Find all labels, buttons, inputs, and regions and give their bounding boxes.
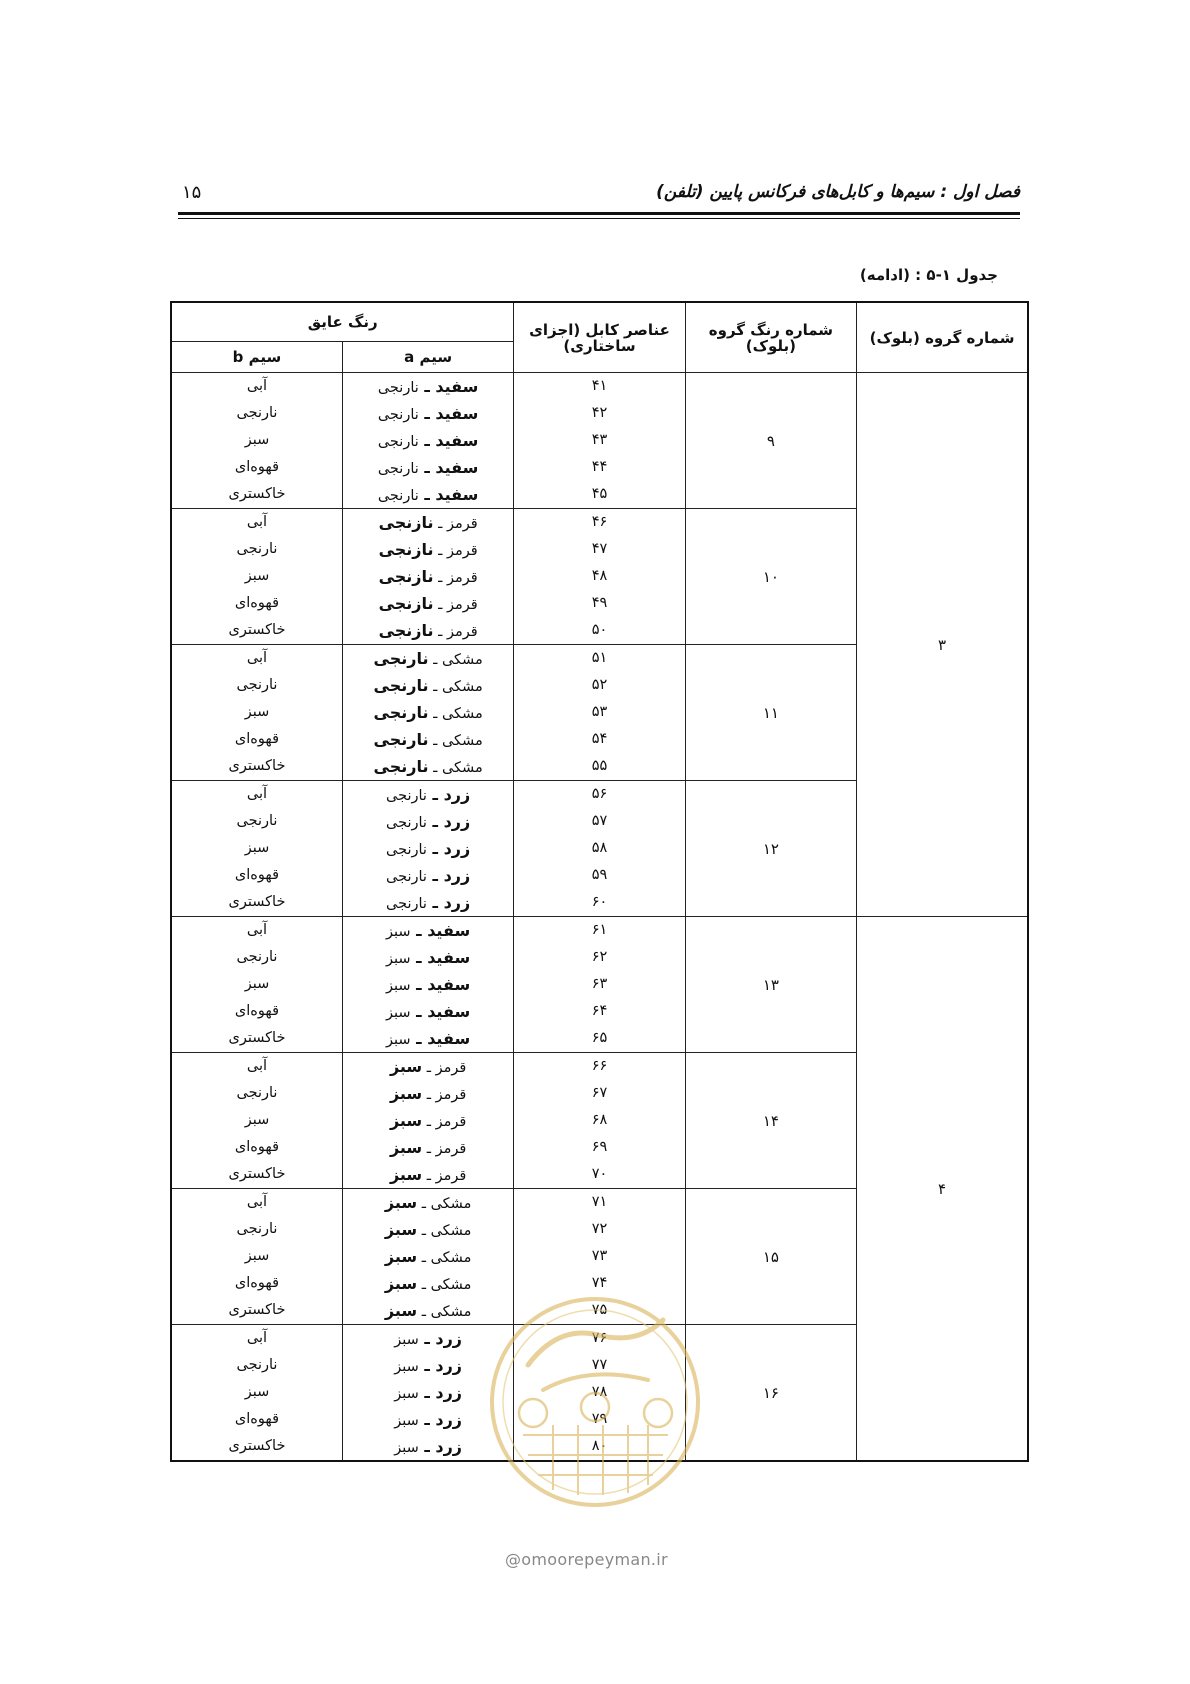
wire-a-main-color: زرد (435, 1329, 463, 1348)
wire-a-main-color: نارنجی (373, 703, 429, 722)
wire-a-main-color: ـ (426, 812, 444, 831)
wire-a-main-color: سفید (427, 948, 471, 967)
wire-a-main-color: سبز (384, 1247, 418, 1266)
wire-a-color (343, 1107, 513, 1134)
wire-a-color (343, 1080, 513, 1107)
elements-cell (514, 1189, 685, 1325)
wire-a-secondary-color: قرمز (446, 543, 478, 559)
wire-a-color (343, 373, 513, 400)
wire-a-secondary-color: مشکی (430, 1304, 472, 1320)
wire-a-color (343, 1406, 513, 1433)
elements-cell (514, 917, 685, 1053)
wire-b-color: نارنجی (236, 813, 278, 829)
wire-a-color (343, 944, 513, 971)
wire-b-cell (171, 509, 342, 645)
wire-a-main-color: ـ (418, 431, 436, 450)
wire-b-color: نارنجی (236, 1357, 278, 1373)
wire-a-secondary-color: نارنجی (377, 407, 419, 423)
wire-a-main-color: ـ (418, 485, 436, 504)
wire-a-secondary-color: سبز (394, 1440, 419, 1456)
wire-a-color (343, 781, 513, 808)
elements-cell (514, 781, 685, 917)
wire-a-main-color: سبز (384, 1301, 418, 1320)
wire-a-color (343, 808, 513, 835)
wire-a-separator: ـ (433, 543, 447, 559)
wire-a-color (343, 862, 513, 889)
wire-b-color: سبز (244, 432, 270, 448)
wire-a-main-color: زرد (443, 839, 471, 858)
wire-a-main-color: ـ (410, 948, 428, 967)
wire-a-color (343, 1134, 513, 1161)
wire-a-color (343, 645, 513, 672)
wire-a-secondary-color: قرمز (435, 1168, 467, 1184)
wire-a-color (343, 726, 513, 753)
element-number: ۶۷ (591, 1085, 608, 1101)
element-number: ۵۷ (591, 813, 608, 829)
wire-a-color (343, 753, 513, 780)
table-row (171, 917, 1028, 1053)
wire-a-separator: ـ (417, 1196, 431, 1212)
wire-a-separator: ـ (433, 597, 447, 613)
wire-a-color (343, 563, 513, 590)
wire-a-color (343, 889, 513, 916)
wire-b-color: نارنجی (236, 1221, 278, 1237)
wire-a-main-color: زرد (435, 1356, 463, 1375)
wire-a-main-color: ـ (418, 1383, 436, 1402)
element-number: ۶۳ (591, 976, 608, 992)
element-number: ۴۴ (591, 459, 608, 475)
wire-a-cell (342, 781, 513, 917)
wire-a-main-color: ـ (418, 1410, 436, 1429)
wire-a-main-color: ـ (426, 893, 444, 912)
wire-a-main-color: نازنجی (378, 513, 434, 532)
wire-a-color (343, 509, 513, 536)
wire-a-secondary-color: نارنجی (386, 788, 427, 804)
wire-b-color: خاکستری (228, 1302, 286, 1318)
wire-a-main-color: زرد (435, 1410, 463, 1429)
wire-a-main-color: سفید (427, 1029, 471, 1048)
element-number: ۶۹ (591, 1139, 608, 1155)
wire-a-main-color: سفید (427, 1002, 471, 1021)
chapter-title: فصل اول : سیم‌ها و کابل‌های فرکانس پایین (تلفن) (656, 182, 1020, 202)
element-number: ۴۵ (591, 486, 608, 502)
wire-a-main-color: زرد (435, 1437, 463, 1456)
elements-cell (514, 509, 685, 645)
wire-a-separator: ـ (417, 1223, 431, 1239)
wire-b-color: قهوه‌ای (234, 1275, 280, 1291)
wire-a-main-color: سبز (384, 1274, 418, 1293)
wire-a-main-color: زرد (443, 812, 471, 831)
wire-a-secondary-color: سبز (386, 1032, 411, 1048)
wire-a-separator: ـ (417, 1277, 431, 1293)
element-number: ۸۰ (591, 1438, 608, 1454)
element-number: ۷۵ (591, 1302, 608, 1318)
wire-a-secondary-color: نارنجی (377, 434, 419, 450)
wire-a-color (343, 1053, 513, 1080)
element-number: ۴۲ (591, 405, 608, 421)
wire-a-color (343, 917, 513, 944)
wire-a-color (343, 400, 513, 427)
color-group-number: ۱۳ (685, 917, 856, 1053)
wire-a-secondary-color: نارنجی (377, 488, 419, 504)
wire-a-secondary-color: نارنجی (377, 380, 419, 396)
wire-b-color: نارنجی (236, 1085, 278, 1101)
wire-a-main-color: ـ (410, 1002, 428, 1021)
wire-b-cell (171, 917, 342, 1053)
wire-b-color: قهوه‌ای (234, 867, 280, 883)
header-rule-thin (178, 218, 1020, 219)
wire-b-cell (171, 1053, 342, 1189)
wire-a-main-color: ـ (410, 921, 428, 940)
wire-a-main-color: ـ (426, 866, 444, 885)
color-group-number: ۱۴ (685, 1053, 856, 1189)
wire-a-main-color: سبز (384, 1220, 418, 1239)
wire-a-main-color: نارنجی (373, 757, 429, 776)
wire-b-color: نارنجی (236, 541, 278, 557)
wire-a-main-color: ـ (418, 1356, 436, 1375)
wire-a-color (343, 1270, 513, 1297)
wire-b-color: سبز (244, 840, 270, 856)
wire-a-main-color: سبز (389, 1084, 423, 1103)
wire-a-cell (342, 645, 513, 781)
wire-a-cell (342, 509, 513, 645)
wire-a-separator: ـ (417, 1250, 431, 1266)
wire-a-cell (342, 373, 513, 509)
element-number: ۴۹ (591, 595, 608, 611)
wire-b-color: آبی (246, 378, 268, 394)
wire-a-main-color: نارنجی (373, 730, 429, 749)
wire-b-color: قهوه‌ای (234, 1411, 280, 1427)
wire-a-separator: ـ (422, 1114, 436, 1130)
element-number: ۵۱ (591, 650, 608, 666)
wire-a-main-color: سبز (389, 1111, 423, 1130)
elements-cell (514, 1053, 685, 1189)
wire-a-main-color: ـ (426, 839, 444, 858)
wire-a-color (343, 1161, 513, 1188)
wire-a-color (343, 971, 513, 998)
wire-a-secondary-color: قرمز (435, 1141, 467, 1157)
wire-a-cell (342, 1053, 513, 1189)
wire-a-main-color: زرد (443, 866, 471, 885)
table-body (171, 373, 1028, 1462)
element-number: ۵۵ (591, 758, 608, 774)
wire-a-separator: ـ (428, 760, 442, 776)
wire-a-separator: ـ (433, 624, 447, 640)
wire-a-main-color: نازنجی (378, 621, 434, 640)
wire-a-main-color: سبز (389, 1165, 423, 1184)
wire-b-color: آبی (246, 922, 268, 938)
watermark-url: @omoorepeyman.ir (505, 1550, 668, 1569)
wire-a-secondary-color: مشکی (441, 679, 483, 695)
wire-a-secondary-color: قرمز (446, 516, 478, 532)
wire-a-color (343, 1352, 513, 1379)
wire-a-separator: ـ (433, 570, 447, 586)
wire-a-color (343, 427, 513, 454)
elements-cell (514, 645, 685, 781)
wire-a-main-color: سفید (435, 458, 479, 477)
element-number: ۷۸ (591, 1384, 608, 1400)
wire-a-color (343, 1025, 513, 1052)
wire-a-separator: ـ (428, 652, 442, 668)
element-number: ۷۲ (591, 1221, 608, 1237)
table-caption: جدول ۱-۵ : (ادامه) (859, 266, 998, 284)
header-insulation-color: رنگ عایق (171, 302, 514, 342)
header-wire-b: سیم b (171, 342, 342, 373)
wire-a-secondary-color: قرمز (446, 570, 478, 586)
wire-a-main-color: ـ (418, 1437, 436, 1456)
wire-a-separator: ـ (428, 706, 442, 722)
wire-a-separator: ـ (422, 1141, 436, 1157)
wire-a-secondary-color: مشکی (441, 760, 483, 776)
wire-a-cell (342, 1189, 513, 1325)
wire-b-color: خاکستری (228, 1030, 286, 1046)
wire-b-color: خاکستری (228, 1438, 286, 1454)
wire-a-color (343, 1433, 513, 1460)
element-number: ۷۱ (591, 1194, 608, 1210)
wire-a-secondary-color: سبز (394, 1359, 419, 1375)
wire-a-secondary-color: سبز (394, 1332, 419, 1348)
wire-a-color (343, 699, 513, 726)
wire-a-color (343, 590, 513, 617)
wire-b-color: قهوه‌ای (234, 1003, 280, 1019)
wire-b-color: سبز (244, 976, 270, 992)
element-number: ۵۴ (591, 731, 608, 747)
wire-a-main-color: سفید (427, 921, 471, 940)
wire-a-color (343, 536, 513, 563)
header-wire-a: سیم a (342, 342, 513, 373)
wire-b-color: سبز (244, 568, 270, 584)
wire-b-color: آبی (246, 650, 268, 666)
wire-a-separator: ـ (422, 1060, 436, 1076)
wire-a-secondary-color: قرمز (435, 1060, 467, 1076)
wire-a-main-color: زرد (435, 1383, 463, 1402)
wire-a-secondary-color: مشکی (441, 652, 483, 668)
wire-a-main-color: سبز (389, 1057, 423, 1076)
wire-b-color: سبز (244, 1384, 270, 1400)
header-color-group: شماره رنگ گروه (بلوک) (685, 302, 856, 373)
wire-b-color: قهوه‌ای (234, 459, 280, 475)
wire-a-secondary-color: سبز (394, 1413, 419, 1429)
element-number: ۷۳ (591, 1248, 608, 1264)
wire-b-color: آبی (246, 1330, 268, 1346)
wire-a-separator: ـ (428, 679, 442, 695)
wire-a-secondary-color: مشکی (430, 1250, 472, 1266)
wire-a-color (343, 672, 513, 699)
page-number: ۱۵ (182, 182, 202, 203)
wire-a-main-color: زرد (443, 785, 471, 804)
element-number: ۶۵ (591, 1030, 608, 1046)
wire-a-color (343, 835, 513, 862)
wire-a-secondary-color: مشکی (441, 733, 483, 749)
color-group-number: ۱۱ (685, 645, 856, 781)
wire-b-color: آبی (246, 1194, 268, 1210)
wire-a-main-color: سبز (384, 1193, 418, 1212)
wire-b-color: نارنجی (236, 677, 278, 693)
color-group-number: ۹ (685, 373, 856, 509)
wire-color-table (170, 301, 1029, 1462)
header-elements: عناصر کابل (اجزای ساختاری) (514, 302, 685, 373)
wire-b-color: قهوه‌ای (234, 595, 280, 611)
element-number: ۴۸ (591, 568, 608, 584)
wire-a-secondary-color: مشکی (430, 1223, 472, 1239)
element-number: ۶۴ (591, 1003, 608, 1019)
wire-b-color: نارنجی (236, 405, 278, 421)
element-number: ۶۱ (591, 922, 608, 938)
element-number: ۵۳ (591, 704, 608, 720)
wire-b-color: آبی (246, 786, 268, 802)
wire-a-color (343, 1243, 513, 1270)
wire-b-color: آبی (246, 514, 268, 530)
wire-a-secondary-color: قرمز (446, 624, 478, 640)
wire-a-main-color: سفید (435, 431, 479, 450)
wire-a-secondary-color: قرمز (446, 597, 478, 613)
elements-cell (514, 1325, 685, 1462)
wire-a-secondary-color: نارنجی (386, 896, 427, 912)
group-number: ۴ (857, 917, 1028, 1462)
wire-b-color: نارنجی (236, 949, 278, 965)
element-number: ۶۸ (591, 1112, 608, 1128)
wire-b-cell (171, 1189, 342, 1325)
wire-b-color: خاکستری (228, 622, 286, 638)
wire-a-color (343, 1325, 513, 1352)
element-number: ۷۶ (591, 1330, 608, 1346)
element-number: ۶۰ (591, 894, 608, 910)
color-group-number: ۱۰ (685, 509, 856, 645)
wire-a-cell (342, 1325, 513, 1462)
element-number: ۵۸ (591, 840, 608, 856)
element-number: ۴۳ (591, 432, 608, 448)
wire-a-main-color: نازنجی (378, 567, 434, 586)
wire-b-cell (171, 781, 342, 917)
wire-b-color: قهوه‌ای (234, 731, 280, 747)
wire-a-main-color: زرد (443, 893, 471, 912)
wire-a-secondary-color: مشکی (430, 1277, 472, 1293)
page-header (178, 182, 1020, 212)
wire-a-color (343, 1297, 513, 1324)
element-number: ۷۹ (591, 1411, 608, 1427)
wire-b-color: خاکستری (228, 486, 286, 502)
wire-a-color (343, 454, 513, 481)
wire-a-separator: ـ (433, 516, 447, 532)
wire-a-color (343, 1216, 513, 1243)
wire-a-separator: ـ (417, 1304, 431, 1320)
wire-a-main-color: سفید (435, 485, 479, 504)
wire-a-secondary-color: مشکی (430, 1196, 472, 1212)
wire-a-main-color: ـ (418, 404, 436, 423)
element-number: ۵۹ (591, 867, 608, 883)
wire-a-secondary-color: سبز (386, 951, 411, 967)
element-number: ۴۶ (591, 514, 608, 530)
header-rule-thick (178, 212, 1020, 215)
wire-a-cell (342, 917, 513, 1053)
wire-a-color (343, 998, 513, 1025)
wire-a-secondary-color: نارنجی (386, 869, 427, 885)
color-group-number: ۱۲ (685, 781, 856, 917)
elements-cell (514, 373, 685, 509)
wire-a-color (343, 1189, 513, 1216)
element-number: ۷۷ (591, 1357, 608, 1373)
wire-a-secondary-color: سبز (386, 924, 411, 940)
wire-a-separator: ـ (422, 1168, 436, 1184)
wire-a-main-color: سفید (435, 377, 479, 396)
color-group-number: ۱۶ (685, 1325, 856, 1462)
wire-a-separator: ـ (422, 1087, 436, 1103)
header-group: شماره گروه (بلوک) (857, 302, 1028, 373)
wire-b-color: قهوه‌ای (234, 1139, 280, 1155)
wire-b-color: سبز (244, 1112, 270, 1128)
wire-a-main-color: ـ (418, 1329, 436, 1348)
wire-a-secondary-color: سبز (386, 1005, 411, 1021)
wire-a-main-color: سفید (427, 975, 471, 994)
wire-a-main-color: ـ (418, 458, 436, 477)
wire-a-secondary-color: سبز (386, 978, 411, 994)
wire-a-color (343, 481, 513, 508)
table-row (171, 373, 1028, 509)
wire-a-main-color: سبز (389, 1138, 423, 1157)
wire-b-cell (171, 1325, 342, 1462)
wire-a-main-color: ـ (426, 785, 444, 804)
element-number: ۷۴ (591, 1275, 608, 1291)
element-number: ۵۲ (591, 677, 608, 693)
element-number: ۶۲ (591, 949, 608, 965)
wire-b-color: سبز (244, 1248, 270, 1264)
element-number: ۴۱ (591, 378, 608, 394)
element-number: ۴۷ (591, 541, 608, 557)
group-number: ۳ (857, 373, 1028, 917)
wire-a-main-color: ـ (410, 975, 428, 994)
wire-b-cell (171, 373, 342, 509)
wire-b-cell (171, 645, 342, 781)
element-number: ۶۶ (591, 1058, 608, 1074)
wire-a-color (343, 617, 513, 644)
wire-a-separator: ـ (428, 733, 442, 749)
wire-a-secondary-color: نارنجی (386, 842, 427, 858)
element-number: ۵۶ (591, 786, 608, 802)
color-group-number: ۱۵ (685, 1189, 856, 1325)
wire-b-color: خاکستری (228, 1166, 286, 1182)
element-number: ۷۰ (591, 1166, 608, 1182)
wire-a-main-color: ـ (410, 1029, 428, 1048)
wire-a-secondary-color: سبز (394, 1386, 419, 1402)
wire-b-color: خاکستری (228, 758, 286, 774)
wire-a-main-color: ـ (418, 377, 436, 396)
wire-a-main-color: نارنجی (373, 676, 429, 695)
wire-a-secondary-color: نارنجی (386, 815, 427, 831)
wire-a-main-color: نازنجی (378, 540, 434, 559)
wire-b-color: خاکستری (228, 894, 286, 910)
wire-a-secondary-color: مشکی (441, 706, 483, 722)
wire-a-main-color: نارنجی (373, 649, 429, 668)
wire-a-secondary-color: قرمز (435, 1087, 467, 1103)
wire-a-main-color: نازنجی (378, 594, 434, 613)
wire-b-color: آبی (246, 1058, 268, 1074)
wire-a-secondary-color: قرمز (435, 1114, 467, 1130)
element-number: ۵۰ (591, 622, 608, 638)
wire-a-color (343, 1379, 513, 1406)
wire-a-main-color: سفید (435, 404, 479, 423)
wire-b-color: سبز (244, 704, 270, 720)
wire-a-secondary-color: نارنجی (377, 461, 419, 477)
